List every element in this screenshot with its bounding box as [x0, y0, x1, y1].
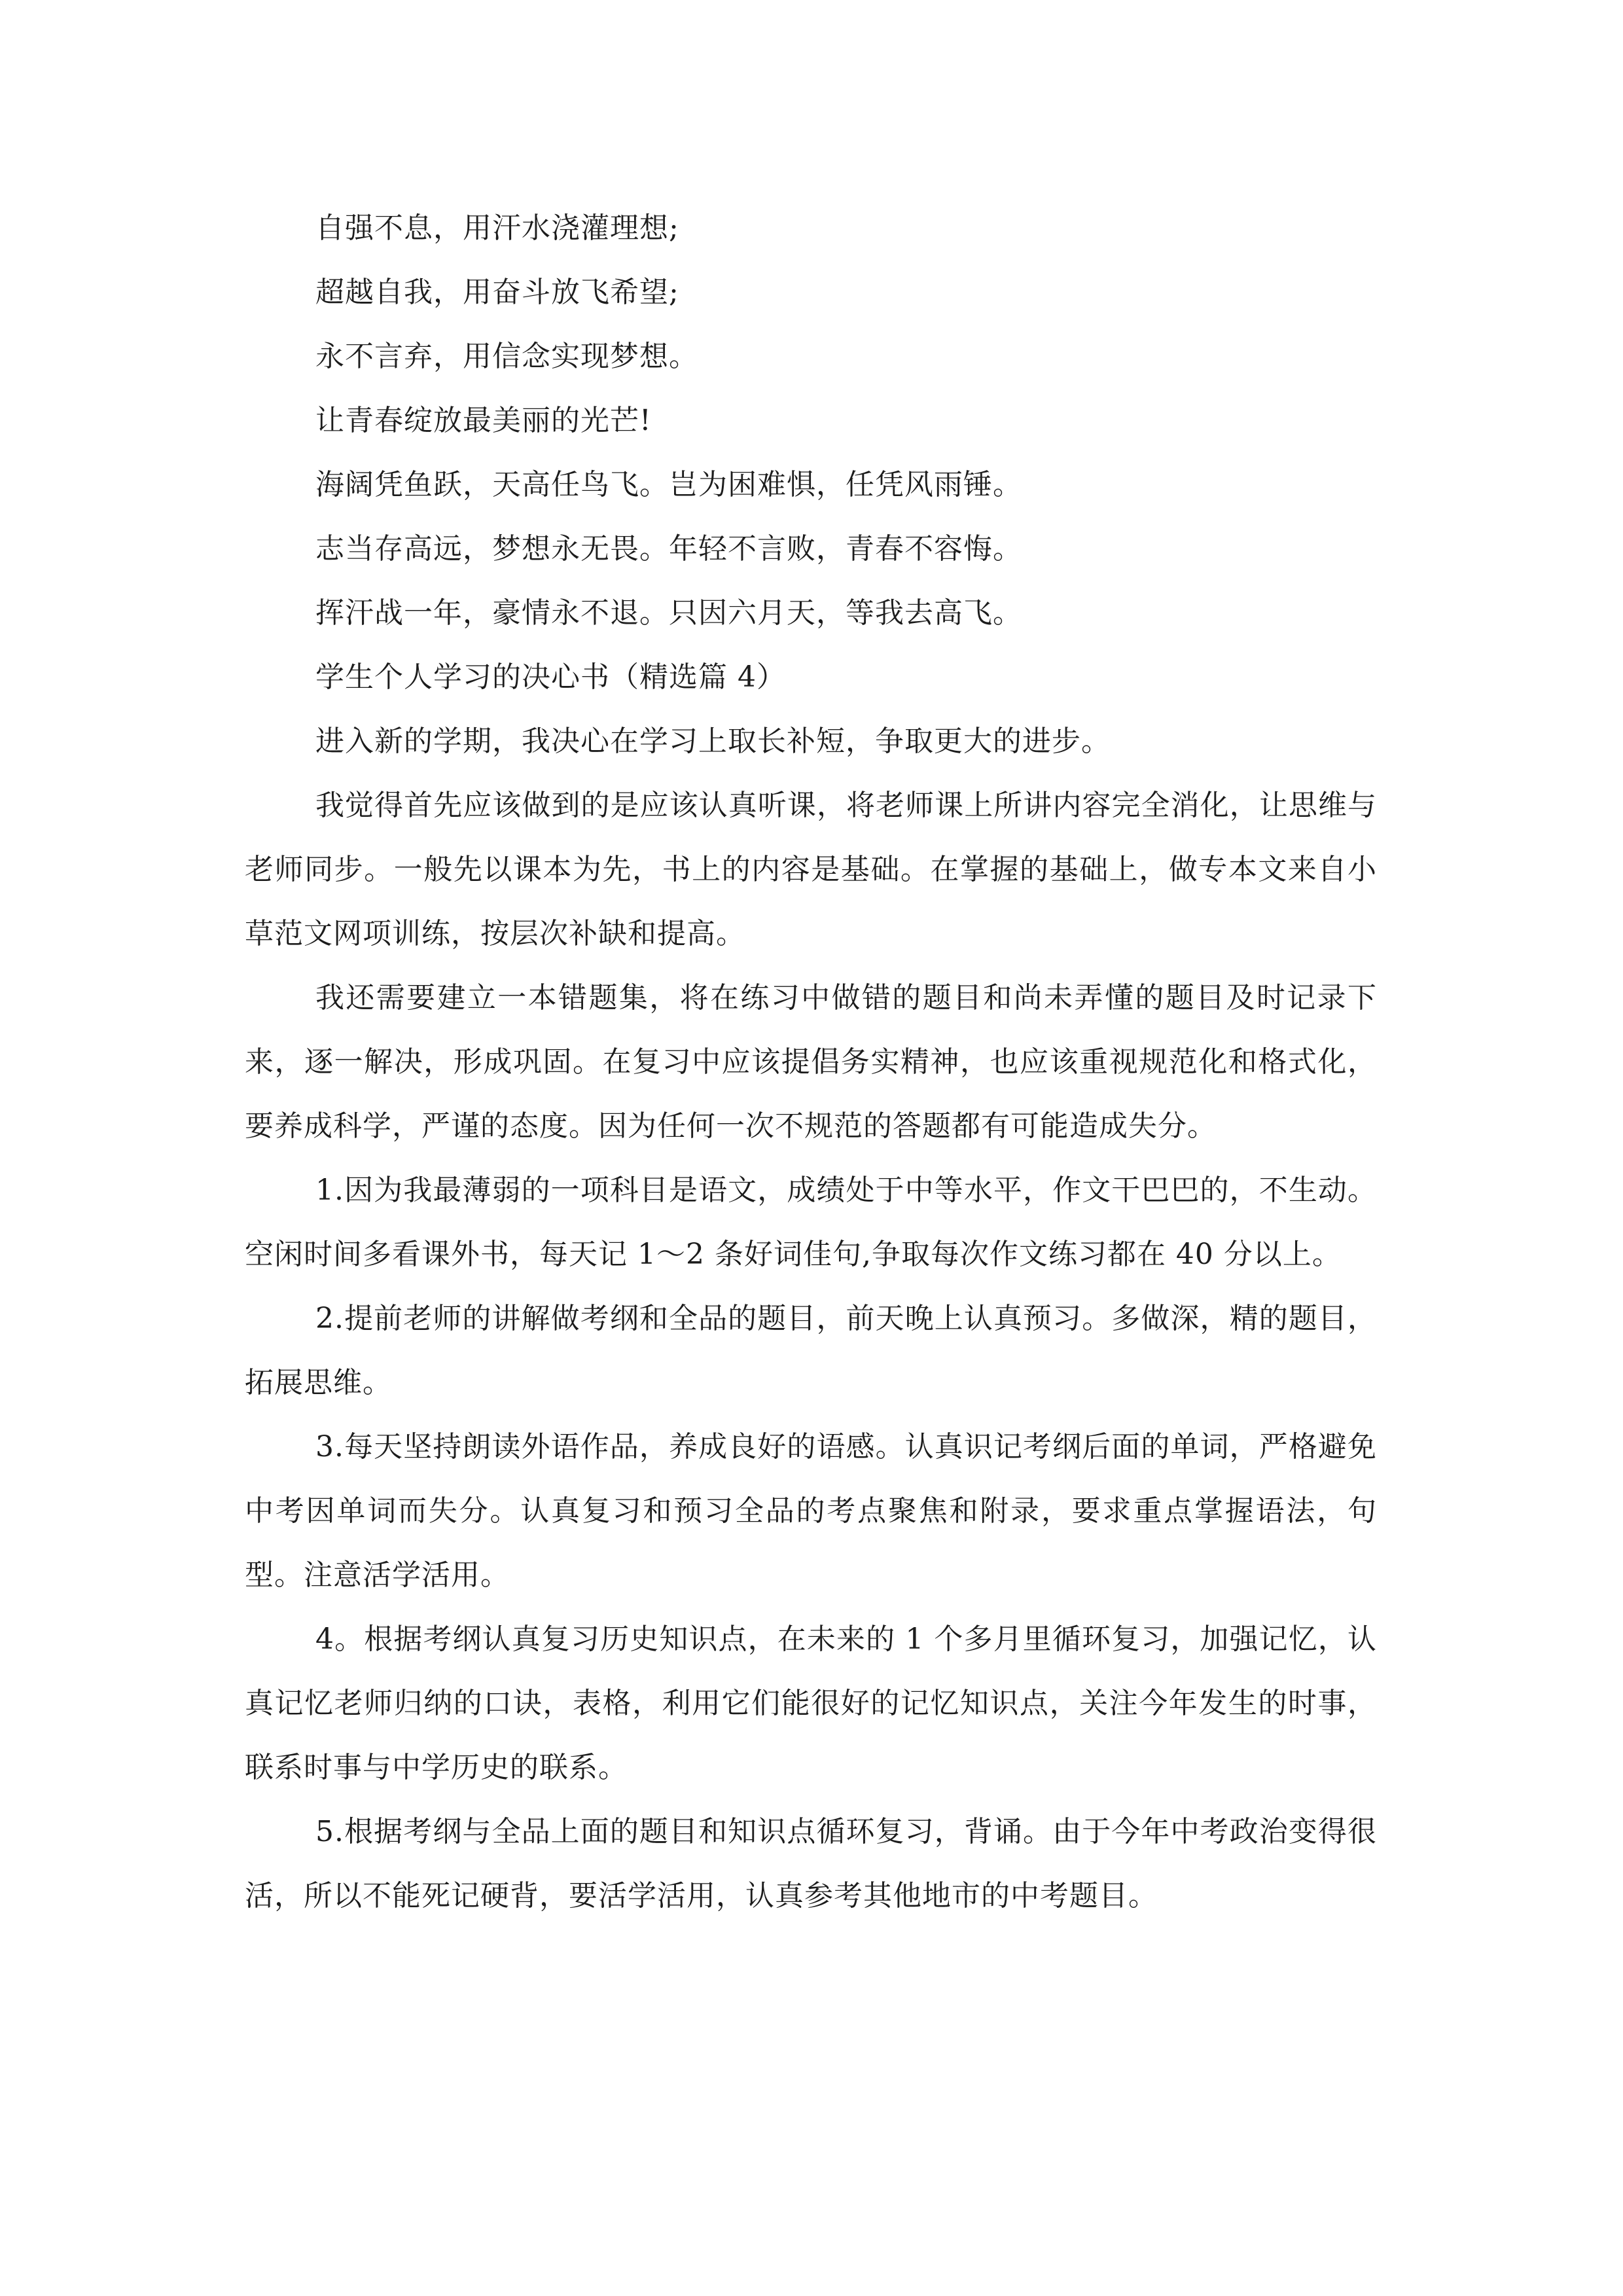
verse-line: 挥汗战一年，豪情永不退。只因六月天，等我去高飞。 [315, 596, 1022, 630]
list-item-history: 4。根据考纲认真复习历史知识点，在未来的 1 个多月里循环复习，加强记忆，认真记忆老师归纳的口诀，表格，利用它们能很好的记忆知识点，关注今年发生的时事，联系时事与中学历史的联系。 [245, 1623, 1377, 1784]
verse-line: 超越自我，用奋斗放飞希望; [315, 276, 679, 309]
verse-line: 海阔凭鱼跃，天高任鸟飞。岂为困难惧，任凭风雨锤。 [315, 468, 1022, 501]
list-item-chinese: 1.因为我最薄弱的一项科目是语文，成绩处于中等水平，作文干巴巴的，不生动。空闲时间多看课外书，每天记 1～2 条好词佳句,争取每次作文练习都在 40 分以上。 [245, 1174, 1377, 1271]
verse-line: 让青春绽放最美丽的光芒! [315, 404, 652, 437]
section-heading: 学生个人学习的决心书（精选篇 4） [315, 660, 786, 694]
verse-line: 自强不息，用汗水浇灌理想; [315, 211, 679, 245]
list-item-politics: 5.根据考纲与全品上面的题目和知识点循环复习，背诵。由于今年中考政治变得很活，所以不能死记硬背，要活学活用，认真参考其他地市的中考题目。 [245, 1815, 1377, 1912]
document-body [245, 196, 1377, 1928]
intro-line: 进入新的学期，我决心在学习上取长补短，争取更大的进步。 [315, 725, 1111, 758]
list-item-math: 2.提前老师的讲解做考纲和全品的题目，前天晚上认真预习。多做深，精的题目，拓展思维。 [245, 1302, 1377, 1399]
verse-line: 志当存高远，梦想永无畏。年轻不言败，青春不容悔。 [315, 532, 1022, 565]
verse-line: 永不言弃，用信念实现梦想。 [315, 340, 698, 373]
body-paragraph: 我觉得首先应该做到的是应该认真听课，将老师课上所讲内容完全消化，让思维与老师同步。一般先以课本为先，书上的内容是基础。在掌握的基础上，做专本文来自小草范文网项训练，按层次补缺和提高。 [245, 789, 1377, 950]
list-item-english: 3.每天坚持朗读外语作品，养成良好的语感。认真识记考纲后面的单词，严格避免中考因单词而失分。认真复习和预习全品的考点聚焦和附录，要求重点掌握语法，句型。注意活学活用。 [245, 1430, 1377, 1592]
body-paragraph: 我还需要建立一本错题集，将在练习中做错的题目和尚未弄懂的题目及时记录下来，逐一解决，形成巩固。在复习中应该提倡务实精神，也应该重视规范化和格式化，要养成科学，严谨的态度。因为任何一次不规范的答题都有可能造成失分。 [245, 981, 1377, 1143]
